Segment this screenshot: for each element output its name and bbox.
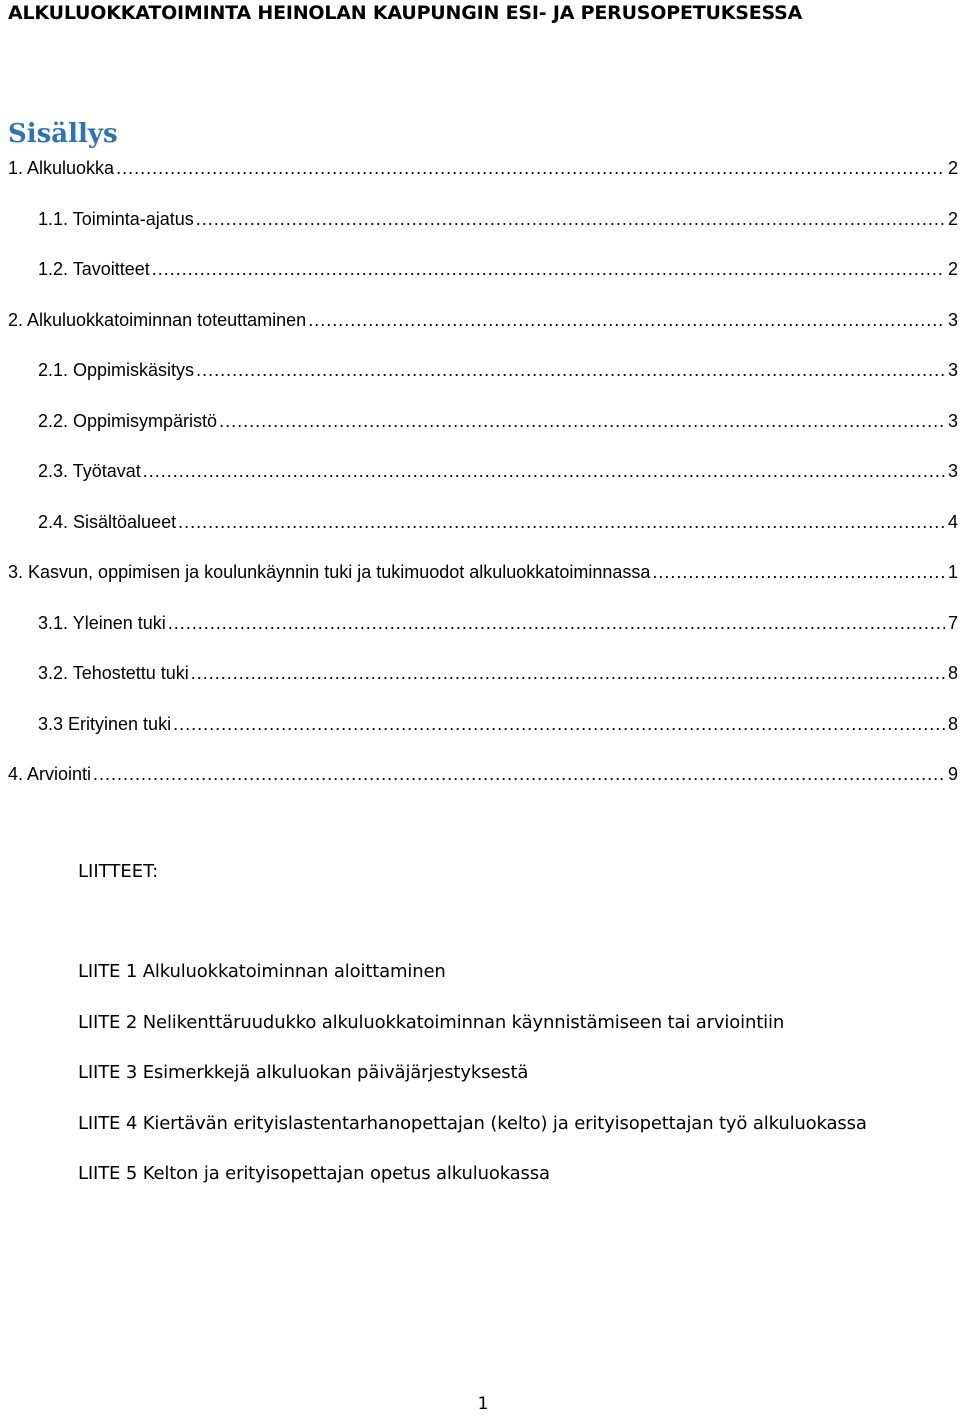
toc-entry-label: 1.1. Toiminta-ajatus [38, 209, 194, 229]
page-number: 1 [477, 1394, 489, 1414]
attachment-item: LIITE 2 Nelikenttäruudukko alkuluokkatoiminnan käynnistämiseen tai arviointiin [78, 1012, 785, 1033]
toc-entry-page: 8 [947, 663, 958, 683]
toc-dot-leader [196, 205, 945, 233]
toc-dot-leader [219, 407, 945, 435]
attachment-item: LIITE 4 Kiertävän erityislastentarhanopettajan (kelto) ja erityisopettajan työ alkuluokassa [78, 1113, 867, 1134]
toc-entry-page: 8 [947, 714, 958, 734]
toc-entry-label: 2. Alkuluokkatoiminnan toteuttaminen [8, 310, 307, 330]
toc-entry-page: 2 [947, 158, 958, 178]
attachment-item: LIITE 1 Alkuluokkatoiminnan aloittaminen [78, 961, 446, 982]
toc-dot-leader [178, 508, 945, 536]
toc-entry-page: 2 [947, 209, 958, 229]
toc-dot-leader [116, 154, 945, 182]
toc-entry-label: 2.4. Sisältöalueet [38, 512, 177, 532]
toc-dot-leader [168, 609, 945, 637]
toc-dot-leader [191, 659, 945, 687]
toc-entry-page: 3 [947, 310, 958, 330]
toc-entry[interactable] [8, 306, 958, 334]
toc-entry-page: 3 [947, 461, 958, 481]
toc-entry-label: 2.2. Oppimisympäristö [38, 411, 218, 431]
toc-entry[interactable] [38, 205, 958, 233]
toc-entry-label: 2.3. Työtavat [38, 461, 141, 481]
document-header: ALKULUOKKATOIMINTA HEINOLAN KAUPUNGIN ESI- JA PERUSOPETUKSESSA [8, 2, 803, 24]
toc-entry-page: 2 [947, 259, 958, 279]
toc-entry-label: 3.1. Yleinen tuki [38, 613, 166, 633]
toc-dot-leader [152, 255, 945, 283]
toc-entry-page: 3 [947, 411, 958, 431]
toc-entry-label: 2.1. Oppimiskäsitys [38, 360, 195, 380]
toc-entry[interactable] [8, 760, 958, 788]
toc-entry[interactable] [38, 659, 958, 687]
toc-entry[interactable] [38, 457, 958, 485]
toc-entry-label: 3.3 Erityinen tuki [38, 714, 172, 734]
toc-entry[interactable] [38, 407, 958, 435]
toc-heading: Sisällys [8, 119, 118, 149]
toc-entry[interactable] [38, 356, 958, 384]
toc-entry-label: 3. Kasvun, oppimisen ja koulunkäynnin tuki ja tukimuodot alkuluokkatoiminnassa [8, 562, 651, 582]
toc-entry[interactable] [38, 609, 958, 637]
toc-dot-leader [652, 558, 945, 586]
toc-entry-label: 4. Arviointi [8, 764, 92, 784]
toc-entry-label: 1.2. Tavoitteet [38, 259, 150, 279]
toc-dot-leader [93, 760, 945, 788]
toc-entry-label: 3.2. Tehostettu tuki [38, 663, 189, 683]
toc-entry-label: 1. Alkuluokka [8, 158, 115, 178]
toc-entry[interactable] [38, 508, 958, 536]
toc-entry-page: 7 [947, 613, 958, 633]
toc-dot-leader [308, 306, 945, 334]
toc-dot-leader [196, 356, 945, 384]
attachment-item: LIITE 5 Kelton ja erityisopettajan opetus alkuluokassa [78, 1163, 550, 1184]
toc-dot-leader [173, 710, 945, 738]
toc-entry-page: 4 [947, 512, 958, 532]
attachments-heading: LIITTEET: [78, 861, 159, 882]
toc-entry-page: 9 [947, 764, 958, 784]
toc-entry[interactable] [8, 558, 958, 586]
attachment-item: LIITE 3 Esimerkkejä alkuluokan päiväjärjestyksestä [78, 1062, 529, 1083]
toc-dot-leader [143, 457, 945, 485]
toc-entry[interactable] [8, 154, 958, 182]
toc-entry-page: 3 [947, 360, 958, 380]
toc-entry[interactable] [38, 255, 958, 283]
toc-entry[interactable] [38, 710, 958, 738]
toc-entry-page: 1 [947, 562, 958, 582]
